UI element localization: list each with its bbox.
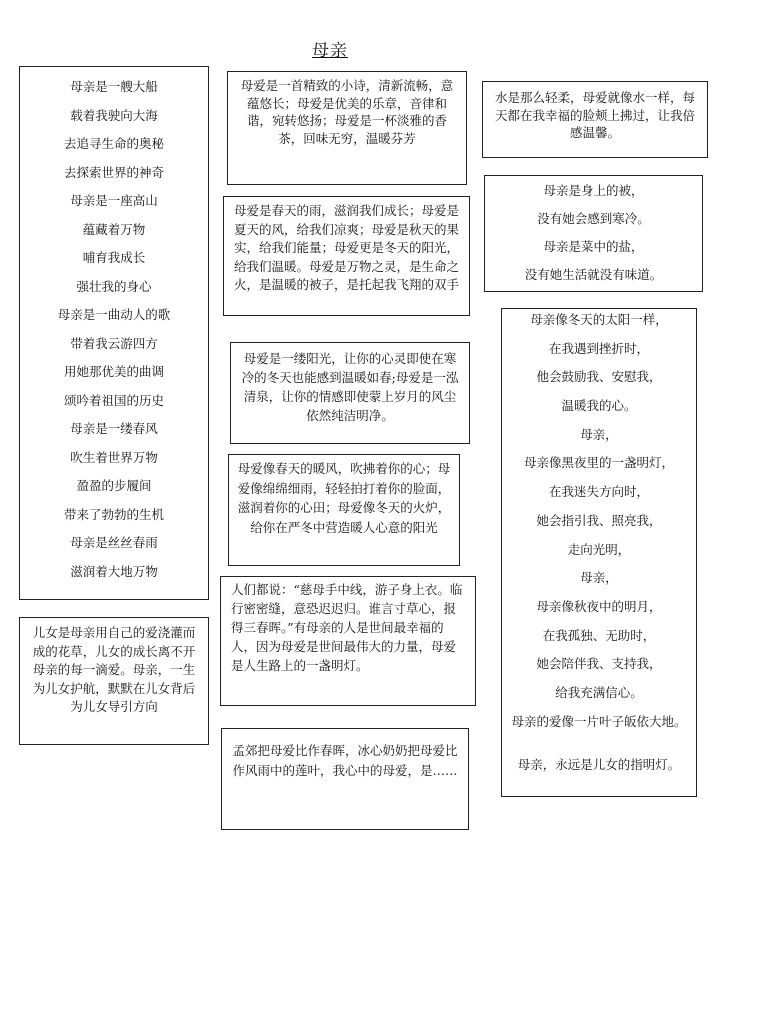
middle-box-5 xyxy=(220,576,476,706)
poem-line: 颂吟着祖国的历史 xyxy=(63,392,164,408)
poem-line: 在我遇到挫折时， xyxy=(548,340,649,356)
middle-box-2 xyxy=(223,196,470,316)
poem-line: 她会陪伴我、支持我， xyxy=(536,656,662,672)
paragraph-text: 母爱是一首精致的小诗，清新流畅，意蕴悠长；母爱是优美的乐章，音律和谐，宛转悠扬；母爱是一杯淡雅的香茶，回味无穷，温暖芬芳 xyxy=(240,78,454,146)
middle-box-3 xyxy=(230,342,470,444)
poem-line: 走向光明， xyxy=(567,541,631,557)
paragraph-text: 母爱像春天的暖风，吹拂着你的心；母爱像绵绵细雨，轻轻拍打着你的脸面，滋润着你的心田；母爱像冬天的火炉，给你在严冬中营造暖人心意的阳光 xyxy=(237,461,451,535)
poem-line: 母亲是一曲动人的歌 xyxy=(57,307,171,322)
poem-line: 没有她会感到寒冷。 xyxy=(537,211,650,226)
middle-box-6 xyxy=(221,728,469,830)
poem-line: 去追寻生命的奥秘 xyxy=(63,136,164,151)
poem-line: 母亲是丝丝春雨 xyxy=(70,535,158,550)
right-box-1 xyxy=(482,81,708,158)
poem-line: 用她那优美的曲调 xyxy=(63,364,164,379)
poem-line: 母亲是身上的被， xyxy=(543,183,644,198)
middle-box-4 xyxy=(228,454,460,566)
poem-line: 母亲是菜中的盐， xyxy=(543,239,644,254)
left-bottom-box xyxy=(19,617,209,745)
poem-line: 带着我云游四方 xyxy=(70,335,158,351)
poem-line: 去探索世界的神奇 xyxy=(63,164,164,180)
poem-line: 温暖我的心。 xyxy=(561,398,637,414)
poem-line: 母亲是一座高山 xyxy=(70,193,158,208)
poem-line: 滋润着大地万物 xyxy=(70,563,158,579)
paragraph-text: 人们都说：“慈母手中线，游子身上衣。临行密密缝，意恐迟迟归。谁言寸草心，报得三春晖。”有母亲的人是世间最幸福的人，因为母爱是世间最伟大的力量，母爱是人生路上的一盏明灯。 xyxy=(231,582,463,673)
poem-line: 没有她生活就没有味道。 xyxy=(524,267,663,282)
right-box-2 xyxy=(484,175,703,292)
poem-line: 他会鼓励我、安慰我， xyxy=(536,369,662,385)
poem-line: 母亲， xyxy=(580,570,618,586)
poem-line: 母亲像秋夜中的明月， xyxy=(536,598,662,614)
poem-line: 在我孤独、无助时， xyxy=(542,627,656,643)
right-poem-box xyxy=(501,308,697,797)
page-title: 母亲 xyxy=(312,41,348,61)
poem-line: 母亲像黑夜里的一盏明灯， xyxy=(523,455,674,471)
paragraph-text: 母爱是一缕阳光，让你的心灵即使在寒冷的冬天也能感到温暖如春;母爱是一泓清泉，让你的情感即使蒙上岁月的风尘依然纯洁明净。 xyxy=(241,351,459,423)
poem-line: 母亲， xyxy=(580,426,618,442)
poem-line: 强壮我的身心 xyxy=(76,278,152,294)
poem-line: 盈盈的步履间 xyxy=(76,478,152,493)
paragraph-text: 孟郊把母爱比作春晖，冰心奶奶把母爱比作风雨中的莲叶，我心中的母爱，是…… xyxy=(232,743,458,778)
poem-line: 载着我驶向大海 xyxy=(70,107,158,123)
poem-line: 吹生着世界万物 xyxy=(70,449,158,465)
poem-line: 带来了勃勃的生机 xyxy=(63,506,164,522)
paragraph-text: 水是那么轻柔，母爱就像水一样，每天都在我幸福的脸颊上拂过，让我倍感温馨。 xyxy=(494,90,695,140)
poem-line: 在我迷失方向时， xyxy=(548,484,649,500)
poem-line: 哺育我成长 xyxy=(82,250,146,265)
poem-line: 母亲是一艘大船 xyxy=(70,79,158,94)
poem-line: 蕴藏着万物 xyxy=(82,221,146,237)
poem-line: 给我充满信心。 xyxy=(555,684,643,700)
poem-line: 她会指引我、照亮我， xyxy=(536,512,662,528)
paragraph-text: 母爱是春天的雨，滋润我们成长；母爱是夏天的风，给我们凉爽；母爱是秋天的果实，给我们能量；母爱更是冬天的阳光，给我们温暖。母爱是万物之灵，是生命之火，是温暖的被子，是托起我飞翔的双手 xyxy=(234,203,460,292)
poem-line: 母亲像冬天的太阳一样， xyxy=(530,312,668,327)
poem-line: 母亲是一缕春风 xyxy=(70,421,158,436)
poem-line: 母亲，永远是儿女的指明灯。 xyxy=(517,756,681,772)
middle-box-1 xyxy=(227,71,467,185)
left-poem-box xyxy=(19,66,209,600)
poem-line: 母亲的爱像一片叶子皈依大地。 xyxy=(511,713,687,729)
paragraph-text: 儿女是母亲用自己的爱浇灌而成的花草，儿女的成长离不开母亲的每一滴爱。母亲，一生为儿女护航，默默在儿女背后为儿女导引方向 xyxy=(32,625,196,714)
